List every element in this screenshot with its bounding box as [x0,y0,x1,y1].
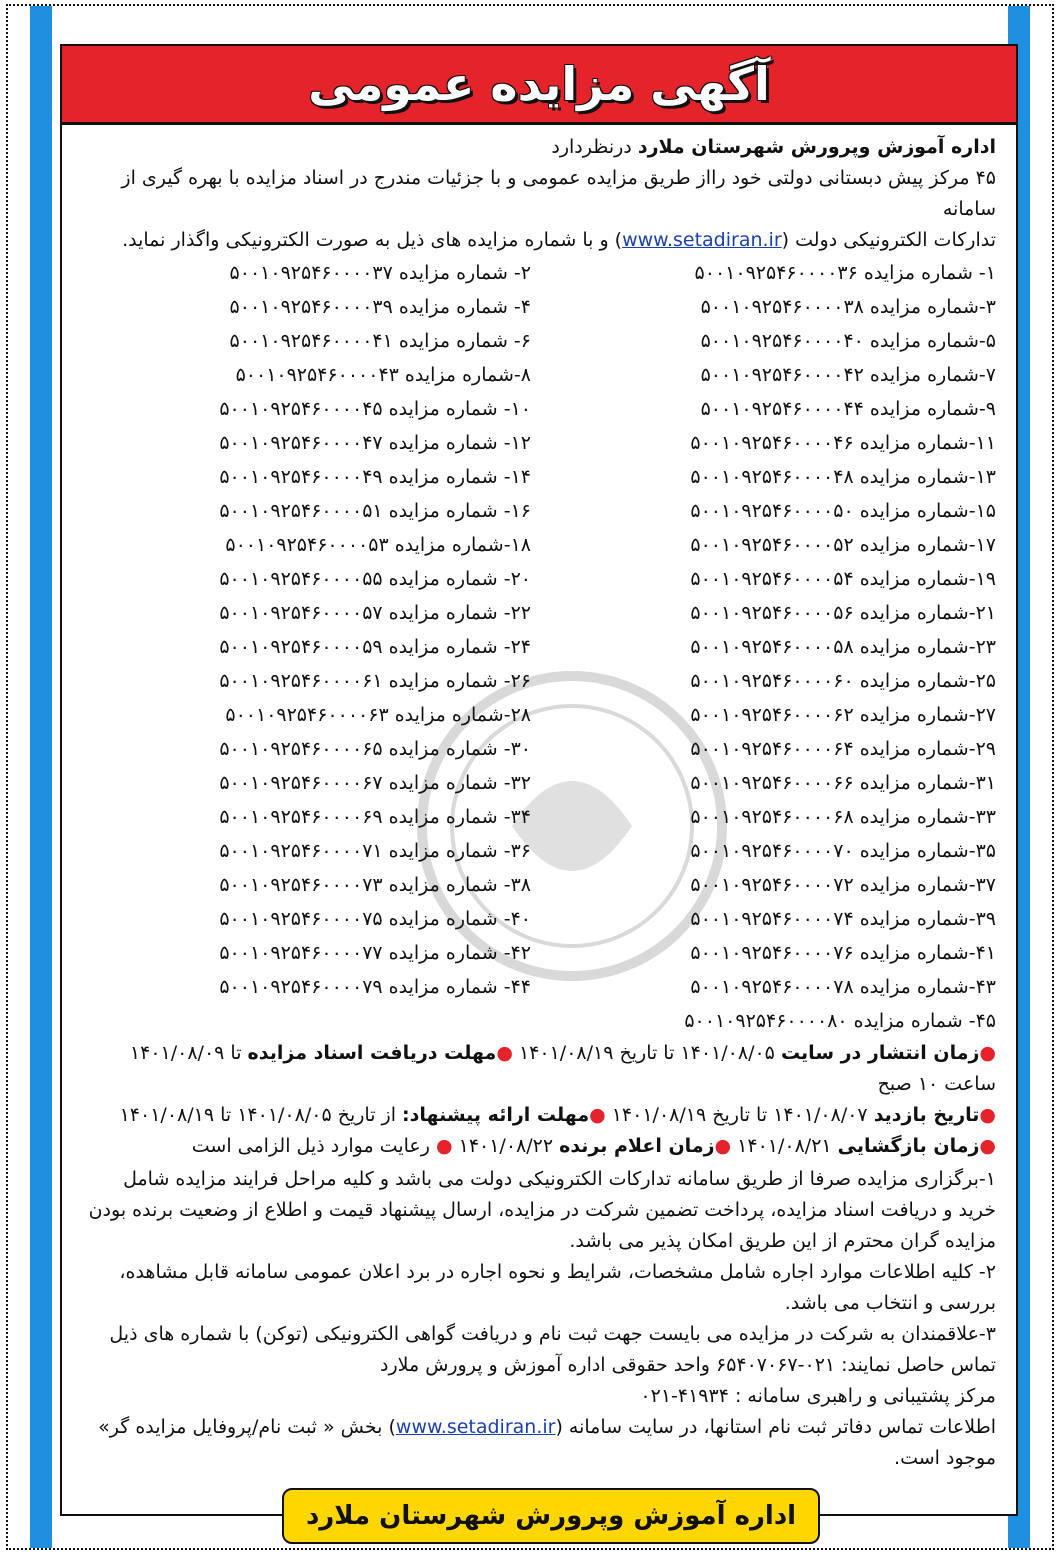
bid-item: ۲۲- شماره مزایده ۵۰۰۱۰۹۲۵۴۶۰۰۰۰۵۷ [219,601,531,624]
intro-line-2: ۴۵ مرکز پیش دبستانی دولتی خود رااز طریق مزایده عمومی و با جزئیات مندرج در اسناد مزایده با بهره گیری از سامانه [121,167,996,220]
bid-item: ۱۱-شماره مزایده ۵۰۰۱۰۹۲۵۴۶۰۰۰۰۴۶ [690,431,996,454]
publish-label: زمان انتشار در سایت [780,1042,980,1064]
visit-label: تاریخ بازدید [873,1104,980,1126]
bid-item: ۴- شماره مزایده ۵۰۰۱۰۹۲۵۴۶۰۰۰۰۳۹ [229,295,531,318]
bid-item: ۳۸- شماره مزایده ۵۰۰۱۰۹۲۵۴۶۰۰۰۰۷۳ [219,873,531,896]
contact-pre: اطلاعات تماس دفاتر ثبت نام استانها، در سایت سامانه ( [555,1416,996,1438]
intro-line-1 [84,132,996,163]
bid-item: ۲۹-شماره مزایده ۵۰۰۱۰۹۲۵۴۶۰۰۰۰۶۴ [690,737,996,760]
support-line: مرکز پشتیبانی و راهبری سامانه : ۴۱۹۳۴-۰۲۱ [640,1385,996,1407]
notice-title: آگهی مزایده عمومی [308,57,770,111]
bid-row [84,256,996,290]
schedule-line-open [84,1131,996,1162]
bid-item: ۱- شماره مزایده ۵۰۰۱۰۹۲۵۴۶۰۰۰۰۳۶ [694,261,996,284]
bid-item: ۴۲- شماره مزایده ۵۰۰۱۰۹۲۵۴۶۰۰۰۰۷۷ [219,941,531,964]
note-3: ۳-علاقمندان به شرکت در مزایده می بایست جهت ثبت نام و دریافت گواهی الکترونیکی (توکن) با شماره های ذیل تماس حاصل نمایند: ۰۲۱-۶۵۴۰۷۰۶۷ واحد حقوقی اداره آموزش و پرورش ملارد [109,1323,996,1376]
intro-line-3 [84,225,996,256]
bid-item: ۳۵-شماره مزایده ۵۰۰۱۰۹۲۵۴۶۰۰۰۰۷۰ [690,839,996,862]
bid-row [84,562,996,596]
docs-value: تا ۱۴۰۱/۰۸/۰۹ ساعت ۱۰ صبح [129,1042,996,1095]
notice-box [60,44,1018,1531]
note-1: ۱-برگزاری مزایده صرفا از طریق سامانه تدارکات الکترونیکی دولت می باشد و کلیه مراحل فرایند مزایده شامل خرید و دریافت اسناد مزایده، پرداخت تضمین شرکت در مزایده، ارسال پیشنهاد قیمت و اطلاع از وضعیت برنده بودن مزایده گران محترم از این طریق امکان پذیر می باشد. [88,1168,996,1252]
bid-item: ۴۵- شماره مزایده ۵۰۰۱۰۹۲۵۴۶۰۰۰۰۸۰ [684,1009,996,1032]
bullet-icon: ● [435,1135,453,1157]
bid-item: ۵-شماره مزایده ۵۰۰۱۰۹۲۵۴۶۰۰۰۰۴۰ [700,329,996,352]
bid-item: ۲۰- شماره مزایده ۵۰۰۱۰۹۲۵۴۶۰۰۰۰۵۵ [219,567,531,590]
bid-row [84,460,996,494]
bid-row [84,664,996,698]
org-name: اداره آموزش وپرورش شهرستان ملارد [637,136,996,158]
bid-row [84,868,996,902]
bid-row [84,630,996,664]
bid-row [84,324,996,358]
bid-item: ۱۷-شماره مزایده ۵۰۰۱۰۹۲۵۴۶۰۰۰۰۵۲ [690,533,996,556]
visit-value: ۱۴۰۱/۰۸/۰۷ تا تاریخ ۱۴۰۱/۰۸/۱۹ [605,1104,874,1126]
bid-item: ۳۷-شماره مزایده ۵۰۰۱۰۹۲۵۴۶۰۰۰۰۷۲ [690,873,996,896]
bid-row [84,902,996,936]
docs-label: مهلت دریافت اسناد مزایده [247,1042,497,1064]
bid-item: ۳۶- شماره مزایده ۵۰۰۱۰۹۲۵۴۶۰۰۰۰۷۱ [219,839,531,862]
bid-item: ۲۳-شماره مزایده ۵۰۰۱۰۹۲۵۴۶۰۰۰۰۵۸ [690,635,996,658]
contact-post: ) بخش « ثبت نام/پروفایل مزایده گر» موجود است. [98,1416,996,1469]
bid-item: ۴۱-شماره مزایده ۵۰۰۱۰۹۲۵۴۶۰۰۰۰۷۶ [690,941,996,964]
bid-item: ۱۳-شماره مزایده ۵۰۰۱۰۹۲۵۴۶۰۰۰۰۴۸ [690,465,996,488]
bid-item: ۱۹-شماره مزایده ۵۰۰۱۰۹۲۵۴۶۰۰۰۰۵۴ [690,567,996,590]
bid-item: ۱۰- شماره مزایده ۵۰۰۱۰۹۲۵۴۶۰۰۰۰۴۵ [219,397,531,420]
bid-row [84,698,996,732]
bid-row [84,596,996,630]
bid-item: ۳۱-شماره مزایده ۵۰۰۱۰۹۲۵۴۶۰۰۰۰۶۶ [690,771,996,794]
rules-text: رعایت موارد ذیل الزامی است [191,1135,436,1157]
bullet-icon: ● [979,1135,996,1157]
bid-item: ۴۴- شماره مزایده ۵۰۰۱۰۹۲۵۴۶۰۰۰۰۷۹ [219,975,531,998]
page-frame [6,4,1054,1550]
bid-item: ۱۵-شماره مزایده ۵۰۰۱۰۹۲۵۴۶۰۰۰۰۵۰ [690,499,996,522]
open-value: ۱۴۰۱/۰۸/۲۱ [731,1135,838,1157]
bid-item: ۱۸-شماره مزایده ۵۰۰۱۰۹۲۵۴۶۰۰۰۰۵۳ [225,533,531,556]
bid-row [84,800,996,834]
bid-item: ۱۴- شماره مزایده ۵۰۰۱۰۹۲۵۴۶۰۰۰۰۴۹ [219,465,531,488]
bid-item: ۴۳-شماره مزایده ۵۰۰۱۰۹۲۵۴۶۰۰۰۰۷۸ [690,975,996,998]
bid-row [84,834,996,868]
open-label: زمان بازگشایی [837,1135,980,1157]
offer-value: از تاریخ ۱۴۰۱/۰۸/۰۵ تا ۱۴۰۱/۰۸/۱۹ [119,1104,403,1126]
bid-item: ۲۷-شماره مزایده ۵۰۰۱۰۹۲۵۴۶۰۰۰۰۶۲ [690,703,996,726]
bid-item: ۳۳-شماره مزایده ۵۰۰۱۰۹۲۵۴۶۰۰۰۰۶۸ [690,805,996,828]
note-2: ۲- کلیه اطلاعات موارد اجاره شامل مشخصات، شرایط و نحوه اجاره در برد اعلان عمومی سامانه قابل مشاهده، بررسی و انتخاب می باشد. [119,1261,996,1314]
notes [84,1164,996,1474]
bid-item: ۴۰- شماره مزایده ۵۰۰۱۰۹۲۵۴۶۰۰۰۰۷۵ [219,907,531,930]
bid-item: ۲۴- شماره مزایده ۵۰۰۱۰۹۲۵۴۶۰۰۰۰۵۹ [219,635,531,658]
bid-item: ۶- شماره مزایده ۵۰۰۱۰۹۲۵۴۶۰۰۰۰۴۱ [229,329,531,352]
notice-body [84,132,996,1474]
bullet-icon: ● [496,1042,513,1064]
setadiran-link-2[interactable]: www.setadiran.ir [395,1416,556,1438]
footer-text: اداره آموزش وپرورش شهرستان ملارد [305,1501,797,1531]
intro-line-3-pre: تدارکات الکترونیکی دولت ( [781,229,996,251]
bid-item: ۱۶- شماره مزایده ۵۰۰۱۰۹۲۵۴۶۰۰۰۰۵۱ [219,499,531,522]
schedule-line-visit [84,1100,996,1131]
bid-item: ۲۵-شماره مزایده ۵۰۰۱۰۹۲۵۴۶۰۰۰۰۶۰ [690,669,996,692]
bid-row [84,732,996,766]
winner-label: زمان اعلام برنده [559,1135,715,1157]
bid-item: ۲- شماره مزایده ۵۰۰۱۰۹۲۵۴۶۰۰۰۰۳۷ [229,261,531,284]
bid-row [84,936,996,970]
bid-row [84,766,996,800]
bullet-icon: ● [714,1135,732,1157]
intro-line-3-post: ) و با شماره مزایده های ذیل به صورت الکترونیکی واگذار نماید. [122,229,623,251]
title-bar [62,46,1016,125]
org-suffix: درنظردارد [551,136,638,158]
bid-item: ۳۰- شماره مزایده ۵۰۰۱۰۹۲۵۴۶۰۰۰۰۶۵ [219,737,531,760]
bid-item: ۹-شماره مزایده ۵۰۰۱۰۹۲۵۴۶۰۰۰۰۴۴ [700,397,996,420]
bid-row [84,392,996,426]
bid-row [84,1004,996,1038]
schedule [84,1038,996,1162]
publish-value: ۱۴۰۱/۰۸/۰۵ تا تاریخ ۱۴۰۱/۰۸/۱۹ [512,1042,781,1064]
contact-line [84,1412,996,1474]
winner-value: ۱۴۰۱/۰۸/۲۲ [452,1135,560,1157]
bid-item: ۱۲- شماره مزایده ۵۰۰۱۰۹۲۵۴۶۰۰۰۰۴۷ [219,431,531,454]
bullet-icon: ● [979,1104,996,1126]
bid-item: ۳۹-شماره مزایده ۵۰۰۱۰۹۲۵۴۶۰۰۰۰۷۴ [690,907,996,930]
bid-number-list [84,256,996,1038]
bid-row [84,290,996,324]
bid-item: ۲۶- شماره مزایده ۵۰۰۱۰۹۲۵۴۶۰۰۰۰۶۱ [219,669,531,692]
bid-row [84,494,996,528]
bid-item: ۷-شماره مزایده ۵۰۰۱۰۹۲۵۴۶۰۰۰۰۴۲ [700,363,996,386]
footer-banner [282,1488,820,1544]
bullet-icon: ● [979,1042,996,1064]
bid-item: ۲۸-شماره مزایده ۵۰۰۱۰۹۲۵۴۶۰۰۰۰۶۳ [225,703,531,726]
bid-row [84,358,996,392]
bid-item: ۲۱-شماره مزایده ۵۰۰۱۰۹۲۵۴۶۰۰۰۰۵۶ [690,601,996,624]
bid-item: ۳۴- شماره مزایده ۵۰۰۱۰۹۲۵۴۶۰۰۰۰۶۹ [219,805,531,828]
bid-row [84,528,996,562]
bid-item: ۳۲- شماره مزایده ۵۰۰۱۰۹۲۵۴۶۰۰۰۰۶۷ [219,771,531,794]
bid-item: ۳-شماره مزایده ۵۰۰۱۰۹۲۵۴۶۰۰۰۰۳۸ [700,295,996,318]
bid-row [84,426,996,460]
bullet-icon: ● [589,1104,606,1126]
schedule-line-publish [84,1038,996,1100]
setadiran-link[interactable]: www.setadiran.ir [622,229,782,251]
bid-item: ۸-شماره مزایده ۵۰۰۱۰۹۲۵۴۶۰۰۰۰۴۳ [235,363,531,386]
bid-row [84,970,996,1004]
left-blue-band [30,6,52,1548]
offer-label: مهلت ارائه پیشنهاد: [402,1104,590,1126]
